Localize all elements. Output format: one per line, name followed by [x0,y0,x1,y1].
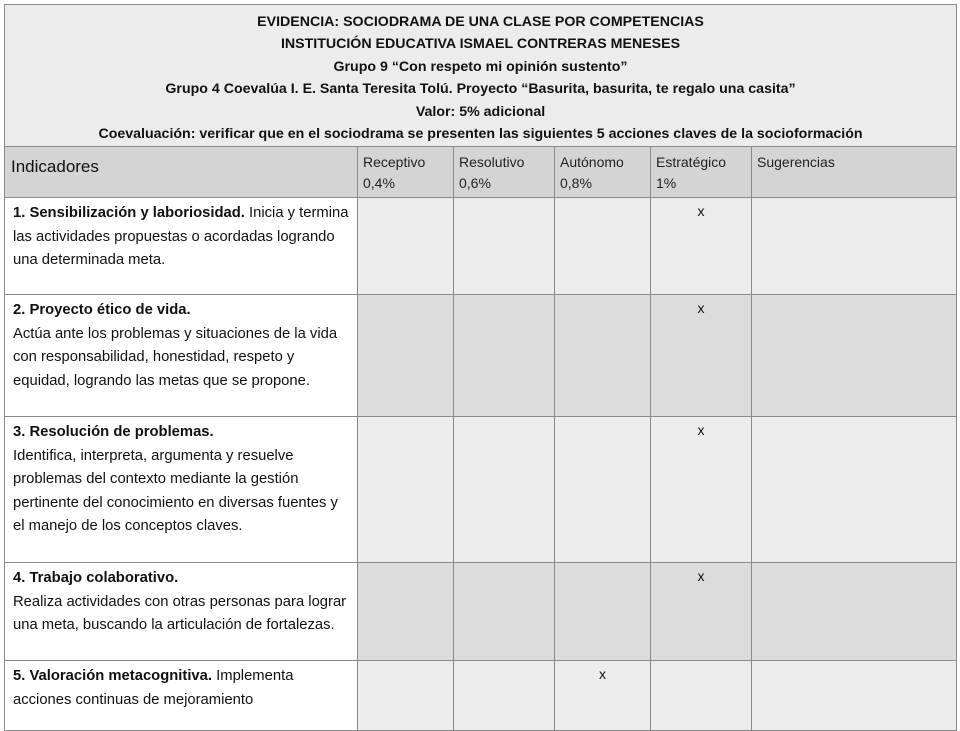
indicator-text: Inicia y termina las actividades propuestas o acordadas logrando una determinada meta. [13,205,349,269]
mark-resolutivo [454,417,555,563]
indicator-title: 4. Trabajo colaborativo. [13,570,179,587]
indicator-title: 3. Resolución de problemas. [13,424,214,441]
table-row [5,417,957,563]
header-row [5,5,957,147]
mark-autonomo [555,417,651,563]
mark-autonomo [555,198,651,295]
table-row [5,563,957,661]
col-estrategico-name: Estratégico [656,154,727,171]
col-indicadores [5,147,358,198]
col-estrategico-value: 1% [656,175,677,192]
col-autonomo-name: Autónomo [560,154,624,171]
indicator-text: Implementa acciones continuas de mejoramiento [13,668,294,708]
col-sugerencias [752,147,957,198]
header-line-valor: Valor: 5% adicional [415,103,546,120]
mark-sugerencias [752,417,957,563]
mark-receptivo [358,563,454,661]
header-line-coevaluacion: Coevaluación: verificar que en el sociodrama se presenten las siguientes 5 acciones claves de la socioformación [98,126,863,143]
column-header-row [5,147,957,198]
coevaluation-table [4,4,957,731]
mark-sugerencias [752,563,957,661]
mark-resolutivo [454,295,555,417]
col-resolutivo [454,147,555,198]
mark-estrategico: x [651,417,752,563]
mark-receptivo [358,661,454,731]
indicator-cell [5,198,358,295]
document-header [5,5,957,147]
col-resolutivo-name: Resolutivo [459,154,525,171]
mark-estrategico: x [651,563,752,661]
indicator-title: 1. Sensibilización y laboriosidad. [13,205,245,222]
header-line-evidencia: EVIDENCIA: SOCIODRAMA DE UNA CLASE POR COMPETENCIAS [257,14,704,30]
mark-resolutivo [454,198,555,295]
indicator-cell [5,417,358,563]
mark-autonomo [555,563,651,661]
col-receptivo-value: 0,4% [363,175,395,192]
indicator-text: Actúa ante los problemas y situaciones de la vida con responsabilidad, honestidad, respeto y equidad, logrando las metas que se propone. [13,325,338,389]
mark-estrategico [651,661,752,731]
mark-sugerencias [752,295,957,417]
mark-estrategico: x [651,295,752,417]
col-autonomo-value: 0,8% [560,175,592,192]
col-receptivo-name: Receptivo [363,154,426,171]
col-sugerencias-label: Sugerencias [757,154,835,171]
mark-receptivo [358,198,454,295]
col-autonomo [555,147,651,198]
header-line-institucion: INSTITUCIÓN EDUCATIVA ISMAEL CONTRERAS MENESES [280,36,681,53]
mark-autonomo: x [555,661,651,731]
header-line-grupo-4: Grupo 4 Coevalúa I. E. Santa Teresita Tolú. Proyecto “Basurita, basurita, te regalo una casita” [165,81,796,98]
indicator-title: 5. Valoración metacognitiva. [13,668,213,685]
mark-resolutivo [454,661,555,731]
table-row [5,295,957,417]
mark-estrategico: x [651,198,752,295]
table-row [5,661,957,731]
indicator-cell [5,563,358,661]
table-row [5,198,957,295]
col-receptivo [358,147,454,198]
mark-receptivo [358,417,454,563]
mark-sugerencias [752,661,957,731]
indicator-title: 2. Proyecto ético de vida. [13,302,191,319]
mark-sugerencias [752,198,957,295]
mark-autonomo [555,295,651,417]
mark-resolutivo [454,563,555,661]
col-resolutivo-value: 0,6% [459,175,491,192]
col-estrategico [651,147,752,198]
indicator-cell [5,295,358,417]
header-line-grupo-9: Grupo 9 “Con respeto mi opinión sustento” [333,58,628,75]
indicator-cell [5,661,358,731]
col-indicadores-label: Indicadores [11,157,99,177]
mark-receptivo [358,295,454,417]
indicator-text: Identifica, interpreta, argumenta y resuelve problemas del contexto mediante la gestión pertinente del conocimiento en diversas fuentes y el manejo de los conceptos claves. [13,447,338,535]
indicator-text: Realiza actividades con otras personas para lograr una meta, buscando la articulación de fortalezas. [13,593,347,634]
